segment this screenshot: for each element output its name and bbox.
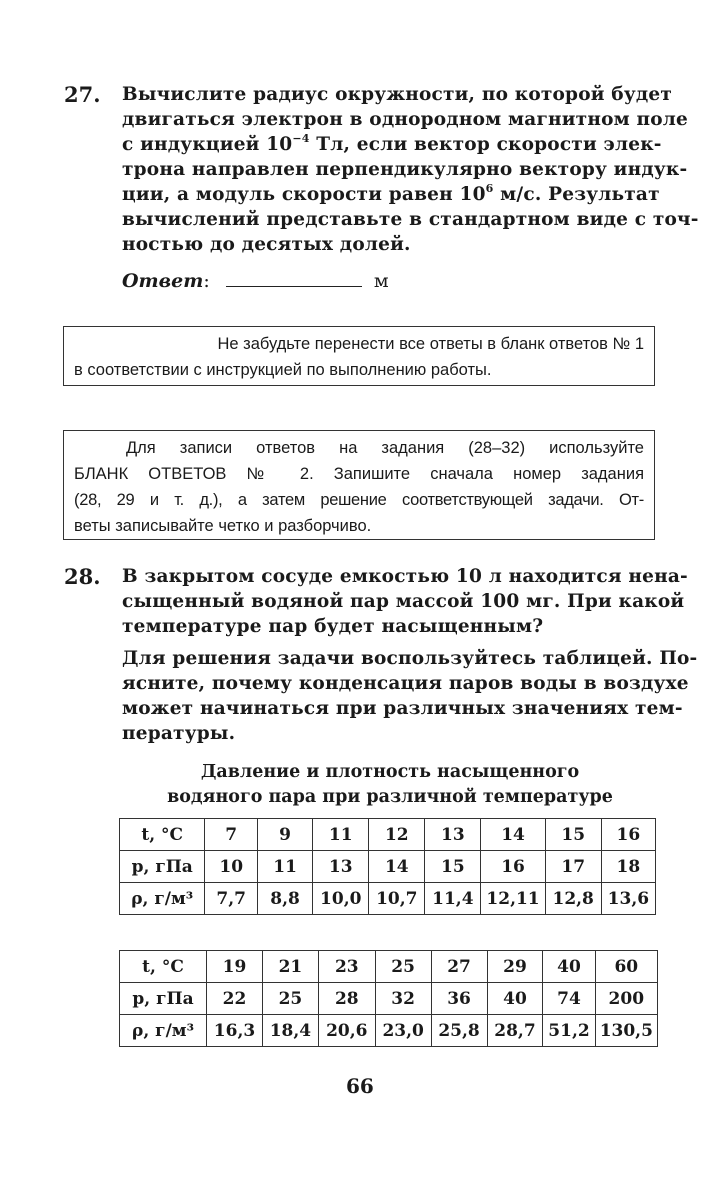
table-cell: 32 bbox=[375, 983, 431, 1015]
notice1-line: в соответствии с инструкцией по выполнению работы. bbox=[74, 361, 492, 379]
table-cell: 28 bbox=[318, 983, 375, 1015]
row-header: p, гПа bbox=[120, 851, 205, 883]
table-caption-line: Давление и плотность насыщенного bbox=[200, 762, 580, 782]
table-2 bbox=[119, 950, 658, 1047]
table-cell: 12,11 bbox=[481, 883, 545, 915]
table-cell: 13 bbox=[313, 851, 369, 883]
table-cell: 9 bbox=[257, 819, 312, 851]
task-28-instructions bbox=[122, 646, 698, 746]
table-cell: 16,3 bbox=[207, 1015, 263, 1047]
table-cell: 16 bbox=[481, 851, 545, 883]
table-cell: 11 bbox=[257, 851, 312, 883]
table-cell: 40 bbox=[487, 983, 543, 1015]
table-cell: 27 bbox=[431, 951, 487, 983]
table-1 bbox=[119, 818, 656, 915]
task28-line: В закрытом сосуде емкостью 10 л находится нена- bbox=[122, 566, 688, 587]
table-cell: 74 bbox=[543, 983, 595, 1015]
task-27-text bbox=[122, 82, 699, 257]
table-cell: 7 bbox=[205, 819, 257, 851]
task27-line: ции, а модуль скорости равен $10^6$ м/с. Результат bbox=[122, 182, 660, 205]
task28-line: температуре пар будет насыщенным? bbox=[122, 616, 544, 637]
table-cell: 40 bbox=[543, 951, 595, 983]
table-cell: 23 bbox=[318, 951, 375, 983]
table-row bbox=[120, 951, 658, 983]
page-number: 66 bbox=[346, 1074, 374, 1098]
row-header: ρ, г/м³ bbox=[120, 883, 205, 915]
table-cell: 17 bbox=[545, 851, 601, 883]
task28-line: Для решения задачи воспользуйтесь таблицей. По- bbox=[122, 648, 698, 669]
table-cell: 11,4 bbox=[425, 883, 481, 915]
notice2-line: Для записи ответов на задания (28–32) используйте bbox=[126, 439, 644, 457]
task-28-number: 28. bbox=[64, 564, 101, 589]
table-cell: 60 bbox=[595, 951, 657, 983]
table-cell: 10 bbox=[205, 851, 257, 883]
row-header: ρ, г/м³ bbox=[120, 1015, 207, 1047]
answer-blank[interactable] bbox=[226, 285, 362, 287]
table-cell: 25,8 bbox=[431, 1015, 487, 1047]
table-row bbox=[120, 983, 658, 1015]
table-cell: 18,4 bbox=[262, 1015, 318, 1047]
answer-unit: м bbox=[373, 270, 389, 292]
task28-line: пературы. bbox=[122, 723, 236, 744]
table-cell: 20,6 bbox=[318, 1015, 375, 1047]
table-cell: 15 bbox=[425, 851, 481, 883]
task27-line: трона направлен перпендикулярно вектору индук- bbox=[122, 159, 688, 180]
table-cell: 13 bbox=[425, 819, 481, 851]
table-cell: 200 bbox=[595, 983, 657, 1015]
task28-line: сыщенный водяной пар массой 100 мг. При какой bbox=[122, 591, 685, 612]
table-row bbox=[120, 1015, 658, 1047]
table-cell: 23,0 bbox=[375, 1015, 431, 1047]
task28-line: может начинаться при различных значениях тем- bbox=[122, 698, 683, 719]
task27-line: ностью до десятых долей. bbox=[122, 234, 411, 255]
row-header: t, °C bbox=[120, 819, 205, 851]
task27-line: двигаться электрон в однородном магнитном поле bbox=[122, 109, 689, 130]
task27-line: вычислений представьте в стандартном виде с точ- bbox=[122, 209, 699, 230]
notice2-line: веты записывайте четко и разборчиво. bbox=[74, 517, 372, 535]
table-caption bbox=[100, 760, 680, 810]
table-cell: 19 bbox=[207, 951, 263, 983]
table-cell: 16 bbox=[601, 819, 655, 851]
task-28-text bbox=[122, 564, 688, 639]
table-cell: 13,6 bbox=[601, 883, 655, 915]
table-cell: 21 bbox=[262, 951, 318, 983]
answer-label: Ответ bbox=[122, 270, 204, 292]
notice2-line: (28, 29 и т. д.), а затем решение соответствующей задачи. От- bbox=[74, 491, 644, 509]
table-cell: 28,7 bbox=[487, 1015, 543, 1047]
table-row bbox=[120, 883, 656, 915]
task28-line: ясните, почему конденсация паров воды в воздухе bbox=[122, 673, 689, 694]
table-cell: 14 bbox=[369, 851, 425, 883]
table-cell: 29 bbox=[487, 951, 543, 983]
task27-line: с индукцией $10^{-4}$ Тл, если вектор скорости элек- bbox=[122, 132, 662, 155]
notice2-line: БЛАНК ОТВЕТОВ № 2. Запишите сначала номер задания bbox=[74, 465, 644, 483]
table-row bbox=[120, 851, 656, 883]
task-27-number: 27. bbox=[64, 82, 101, 107]
table-cell: 8,8 bbox=[257, 883, 312, 915]
table-cell: 22 bbox=[207, 983, 263, 1015]
table-cell: 25 bbox=[262, 983, 318, 1015]
table-cell: 36 bbox=[431, 983, 487, 1015]
table-cell: 18 bbox=[601, 851, 655, 883]
table-cell: 130,5 bbox=[595, 1015, 657, 1047]
notice-answer-form-2 bbox=[63, 430, 655, 540]
notice1-line: Не забудьте перенести все ответы в бланк ответов № 1 bbox=[217, 335, 644, 353]
table-row bbox=[120, 819, 656, 851]
answer-colon: : bbox=[203, 270, 210, 292]
exponent: −4 bbox=[292, 132, 310, 145]
table-cell: 10,0 bbox=[313, 883, 369, 915]
answer-line bbox=[122, 270, 389, 292]
table-cell: 25 bbox=[375, 951, 431, 983]
table-cell: 7,7 bbox=[205, 883, 257, 915]
task27-line: Вычислите радиус окружности, по которой будет bbox=[122, 84, 673, 105]
table-cell: 12,8 bbox=[545, 883, 601, 915]
table-cell: 15 bbox=[545, 819, 601, 851]
table-cell: 10,7 bbox=[369, 883, 425, 915]
exponent: 6 bbox=[485, 182, 494, 195]
row-header: t, °C bbox=[120, 951, 207, 983]
table-caption-line: водяного пара при различной температуре bbox=[167, 787, 613, 807]
table-cell: 51,2 bbox=[543, 1015, 595, 1047]
notice-transfer-answers bbox=[63, 326, 655, 386]
row-header: p, гПа bbox=[120, 983, 207, 1015]
table-cell: 11 bbox=[313, 819, 369, 851]
table-cell: 14 bbox=[481, 819, 545, 851]
table-cell: 12 bbox=[369, 819, 425, 851]
